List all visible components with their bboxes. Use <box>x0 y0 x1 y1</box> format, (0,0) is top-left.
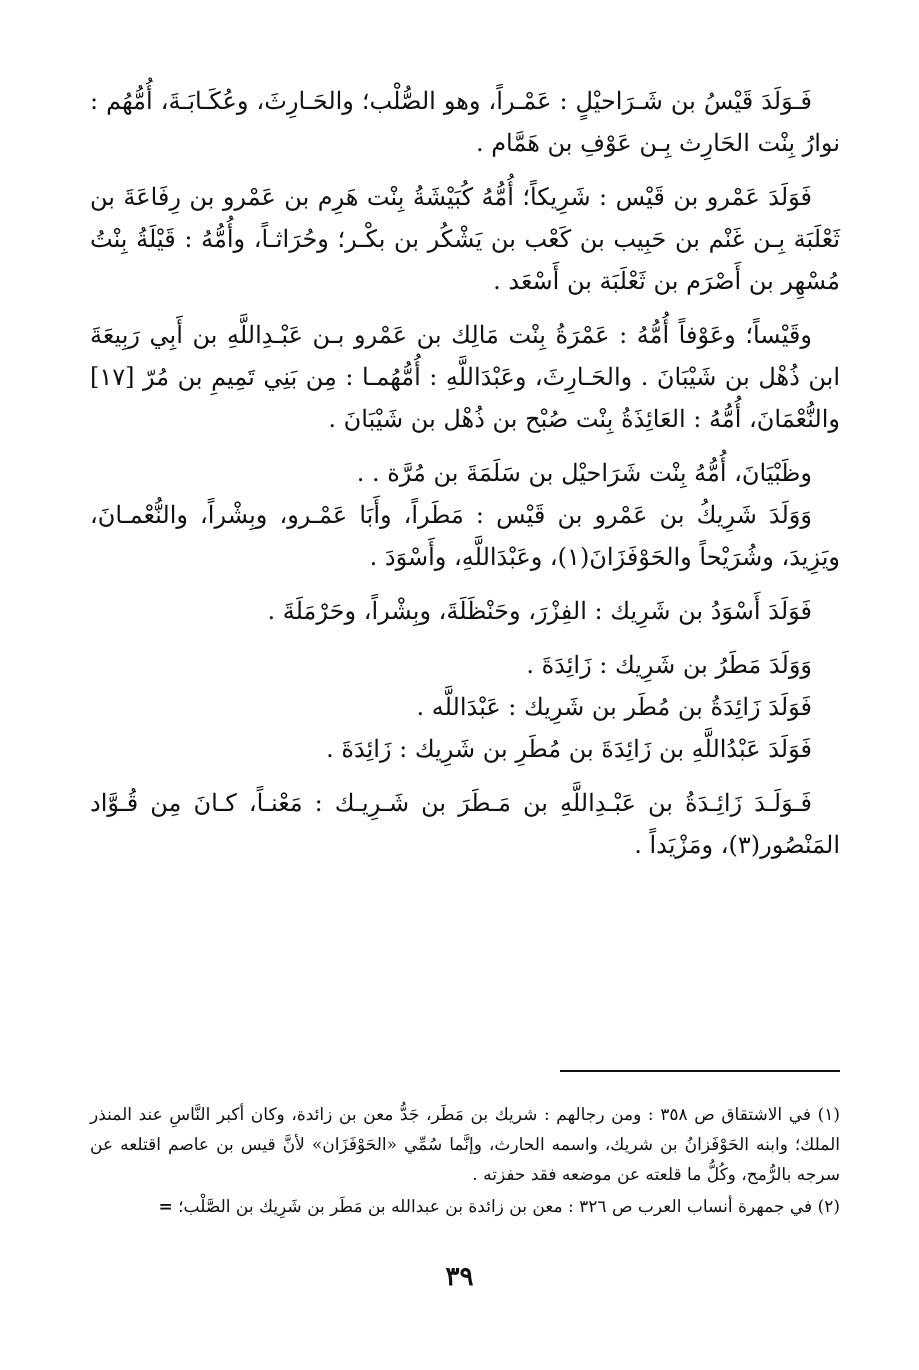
paragraph-qays-sons: فَـوَلَدَ قَيْسُ بن شَـرَاحيْلٍ : عَمْـراً، وهو الصُّلْب؛ والحَـارِثَ، وعُكَـابَـةَ، أُمُّهُم : نوارُ بِنْت الحَارِث بِـن عَوْفِ بن هَمَّام . <box>90 87 840 157</box>
page-number: ٣٩ <box>445 1262 474 1292</box>
footnote-separator <box>560 1070 840 1072</box>
paragraph-matar-sons: وَوَلَدَ مَطَرُ بن شَرِيك : زَائِدَةَ . <box>526 651 812 679</box>
paragraph-aswad-sons: فَوَلَدَ أَسْوَدُ بن شَرِيك : الفِزْرَ، وحَنْظَلَةَ، وبِشْراً، وحَرْمَلَةَ . <box>267 597 812 625</box>
footnote-1: (١) في الاشتقاق ص ٣٥٨ : ومن رجالهم : شريك بن مَطَر، جَدُّ معن بن زائدة، وكان أكبر النَّاسِ عند المنذر الملك؛ وابنه الحَوْفَزانُ بن شريك، واسمه الحارث، وإنَّما سُمِّي «الحَوْفَزَان» لأنَّ قيس بن عاصم اقتلعه عن سرجه بالرُّمح، وكُلُّ ما قلعته عن موضعه فقد حفزته . <box>90 1105 840 1185</box>
paragraph-amr-sons: فَوَلَدَ عَمْرو بن قَيْس : شَرِيكاً؛ أُمُّهُ كُبَيْشَةُ بِنْت هَرِم بن عَمْرو بن رِفَاعَةَ بن ثَعْلَبَة بِـن غَنْم بن حَبِيب بن كَعْب بن يَشْكُر بن بكْـر؛ وحُرَاثـاً، وأُمُّهُ : قَيْلَةُ بِنْتُ مُسْهِر بن أَصْرَم بن ثَعْلَبَة بن أَسْعَد . <box>90 183 840 295</box>
paragraph-maan: فَـوَلَـدَ زَائِـدَةُ بن عَبْـدِاللَّهِ بن مَـطَرَ بن شَـرِيـك : مَعْنـاً، كـانَ مِن قُـوَّاد المَنْصُور(٣)، ومَزْيَداً . <box>90 789 840 859</box>
footnote-continuation-mark: = <box>158 1197 173 1217</box>
footnote-2 <box>90 1192 840 1222</box>
paragraph-sharik-sons: وَوَلَدَ شَرِيكُ بن عَمْرو بن قَيْس : مَطَراً، وأَبَا عَمْـرو، وبِشْراً، والنُّعْمـانَ، ويَزِيدَ، وشُرَيْحاً والحَوْفَزَانَ(١)، وعَبْدَاللَّهِ، وأَسْوَدَ . <box>90 501 840 571</box>
paragraph-zabyan: وظَبْيَانَ، أُمُّهُ بِنْت شَرَاحيْل بن سَلَمَةَ بن مُرَّة . . <box>356 459 812 487</box>
paragraph-abdullah-sons: فَوَلَدَ عَبْدُاللَّهِ بن زَائِدَةَ بن مُطَرِ بن شَرِيك : زَائِدَةَ . <box>326 735 812 763</box>
main-text <box>90 80 840 878</box>
footnote-2-text: (٢) في جمهرة أنساب العرب ص ٣٢٦ : معن بن زائدة بن عبدالله بن مَطَر بن شَرِيك بن الصَّلْب؛ <box>178 1197 840 1217</box>
paragraph-zaida-sons: فَوَلَدَ زَائِدَةُ بن مُطَر بن شَرِيك : عَبْدَاللَّه . <box>416 693 812 721</box>
paragraph-qays-awf: وقَيْساً؛ وعَوْفاً أُمُّهُ : عَمْرَةُ بِنْت مَالِك بن عَمْرو بـن عَبْـدِاللَّهِ بن أَبِي رَبِيعَةَ ابن ذُهْل بن شَيْبَانَ . والحَـارِثَ، وعَبْدَاللَّهِ : أُمُّهُمـا : مِن بَنِي تَمِيمِ بن مُرّ [١٧] والنُّعْمَانَ، أُمُّهُ : العَائِذَةُ بِنْت صُبْح بن ذُهْل بن شَيْبَانَ . <box>90 321 840 433</box>
footnotes <box>90 1100 840 1224</box>
